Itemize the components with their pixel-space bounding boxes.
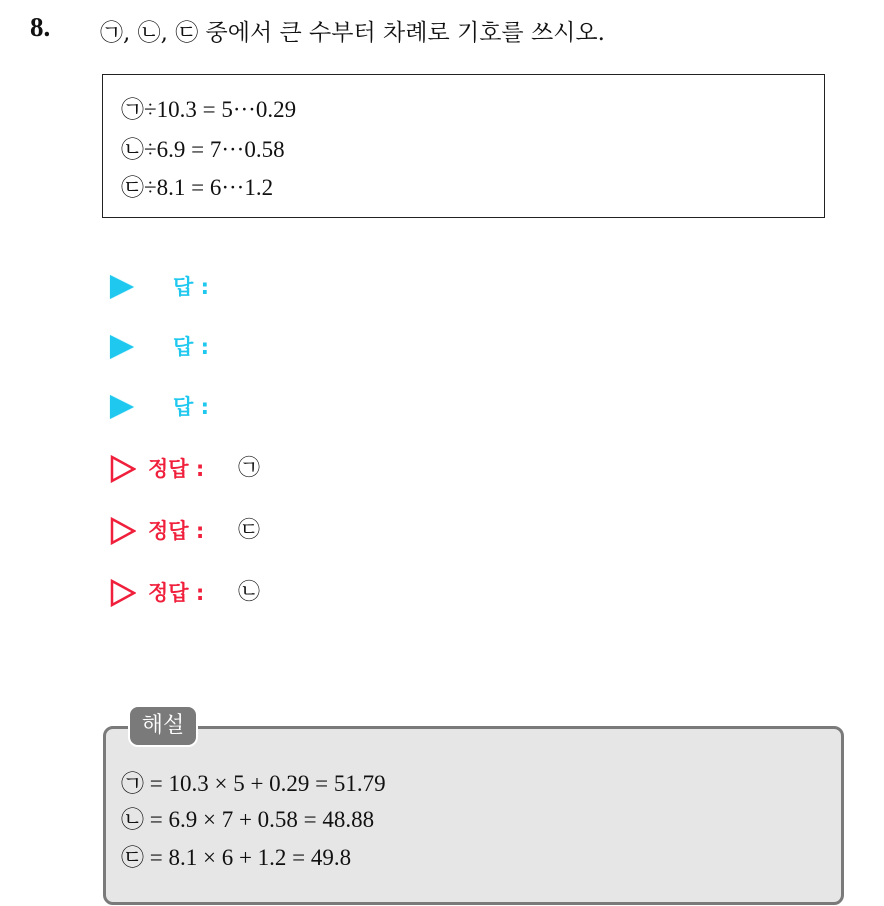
correct-label: 정답 : — [148, 519, 205, 543]
play-arrow-icon — [110, 335, 134, 359]
given-line-2: ㉡÷6.9 = 7···0.58 — [121, 137, 285, 162]
question-text: ㉠, ㉡, ㉢ 중에서 큰 수부터 차례로 기호를 쓰시오. — [100, 20, 605, 46]
outline-arrow-icon — [110, 455, 136, 483]
answer-row-3[interactable] — [110, 390, 209, 424]
solution-box — [103, 726, 844, 905]
answer-row-2[interactable] — [110, 330, 209, 364]
correct-label: 정답 : — [148, 457, 205, 481]
solution-tag: 해설 — [128, 705, 198, 747]
correct-value: ㉡ — [238, 580, 261, 605]
correct-label: 정답 : — [148, 581, 205, 605]
solution-line-2: ㉡ = 6.9 × 7 + 0.58 = 48.88 — [121, 807, 375, 832]
correct-row-2 — [110, 514, 261, 548]
correct-row-3 — [110, 576, 261, 610]
correct-value: ㉠ — [238, 456, 261, 481]
answer-label: 답 : — [173, 335, 209, 359]
solution-line-1: ㉠ = 10.3 × 5 + 0.29 = 51.79 — [121, 771, 386, 796]
answer-label: 답 : — [173, 275, 209, 299]
question-number: 8. — [30, 12, 51, 42]
correct-value: ㉢ — [238, 518, 261, 543]
play-arrow-icon — [110, 275, 134, 299]
answer-row-1[interactable] — [110, 270, 209, 304]
answer-label: 답 : — [173, 395, 209, 419]
outline-arrow-icon — [110, 579, 136, 607]
correct-row-1 — [110, 452, 261, 486]
given-line-1: ㉠÷10.3 = 5···0.29 — [121, 97, 297, 122]
play-arrow-icon — [110, 395, 134, 419]
outline-arrow-icon — [110, 517, 136, 545]
given-line-3: ㉢÷8.1 = 6···1.2 — [121, 175, 274, 200]
given-box — [102, 74, 825, 218]
solution-line-3: ㉢ = 8.1 × 6 + 1.2 = 49.8 — [121, 845, 352, 870]
